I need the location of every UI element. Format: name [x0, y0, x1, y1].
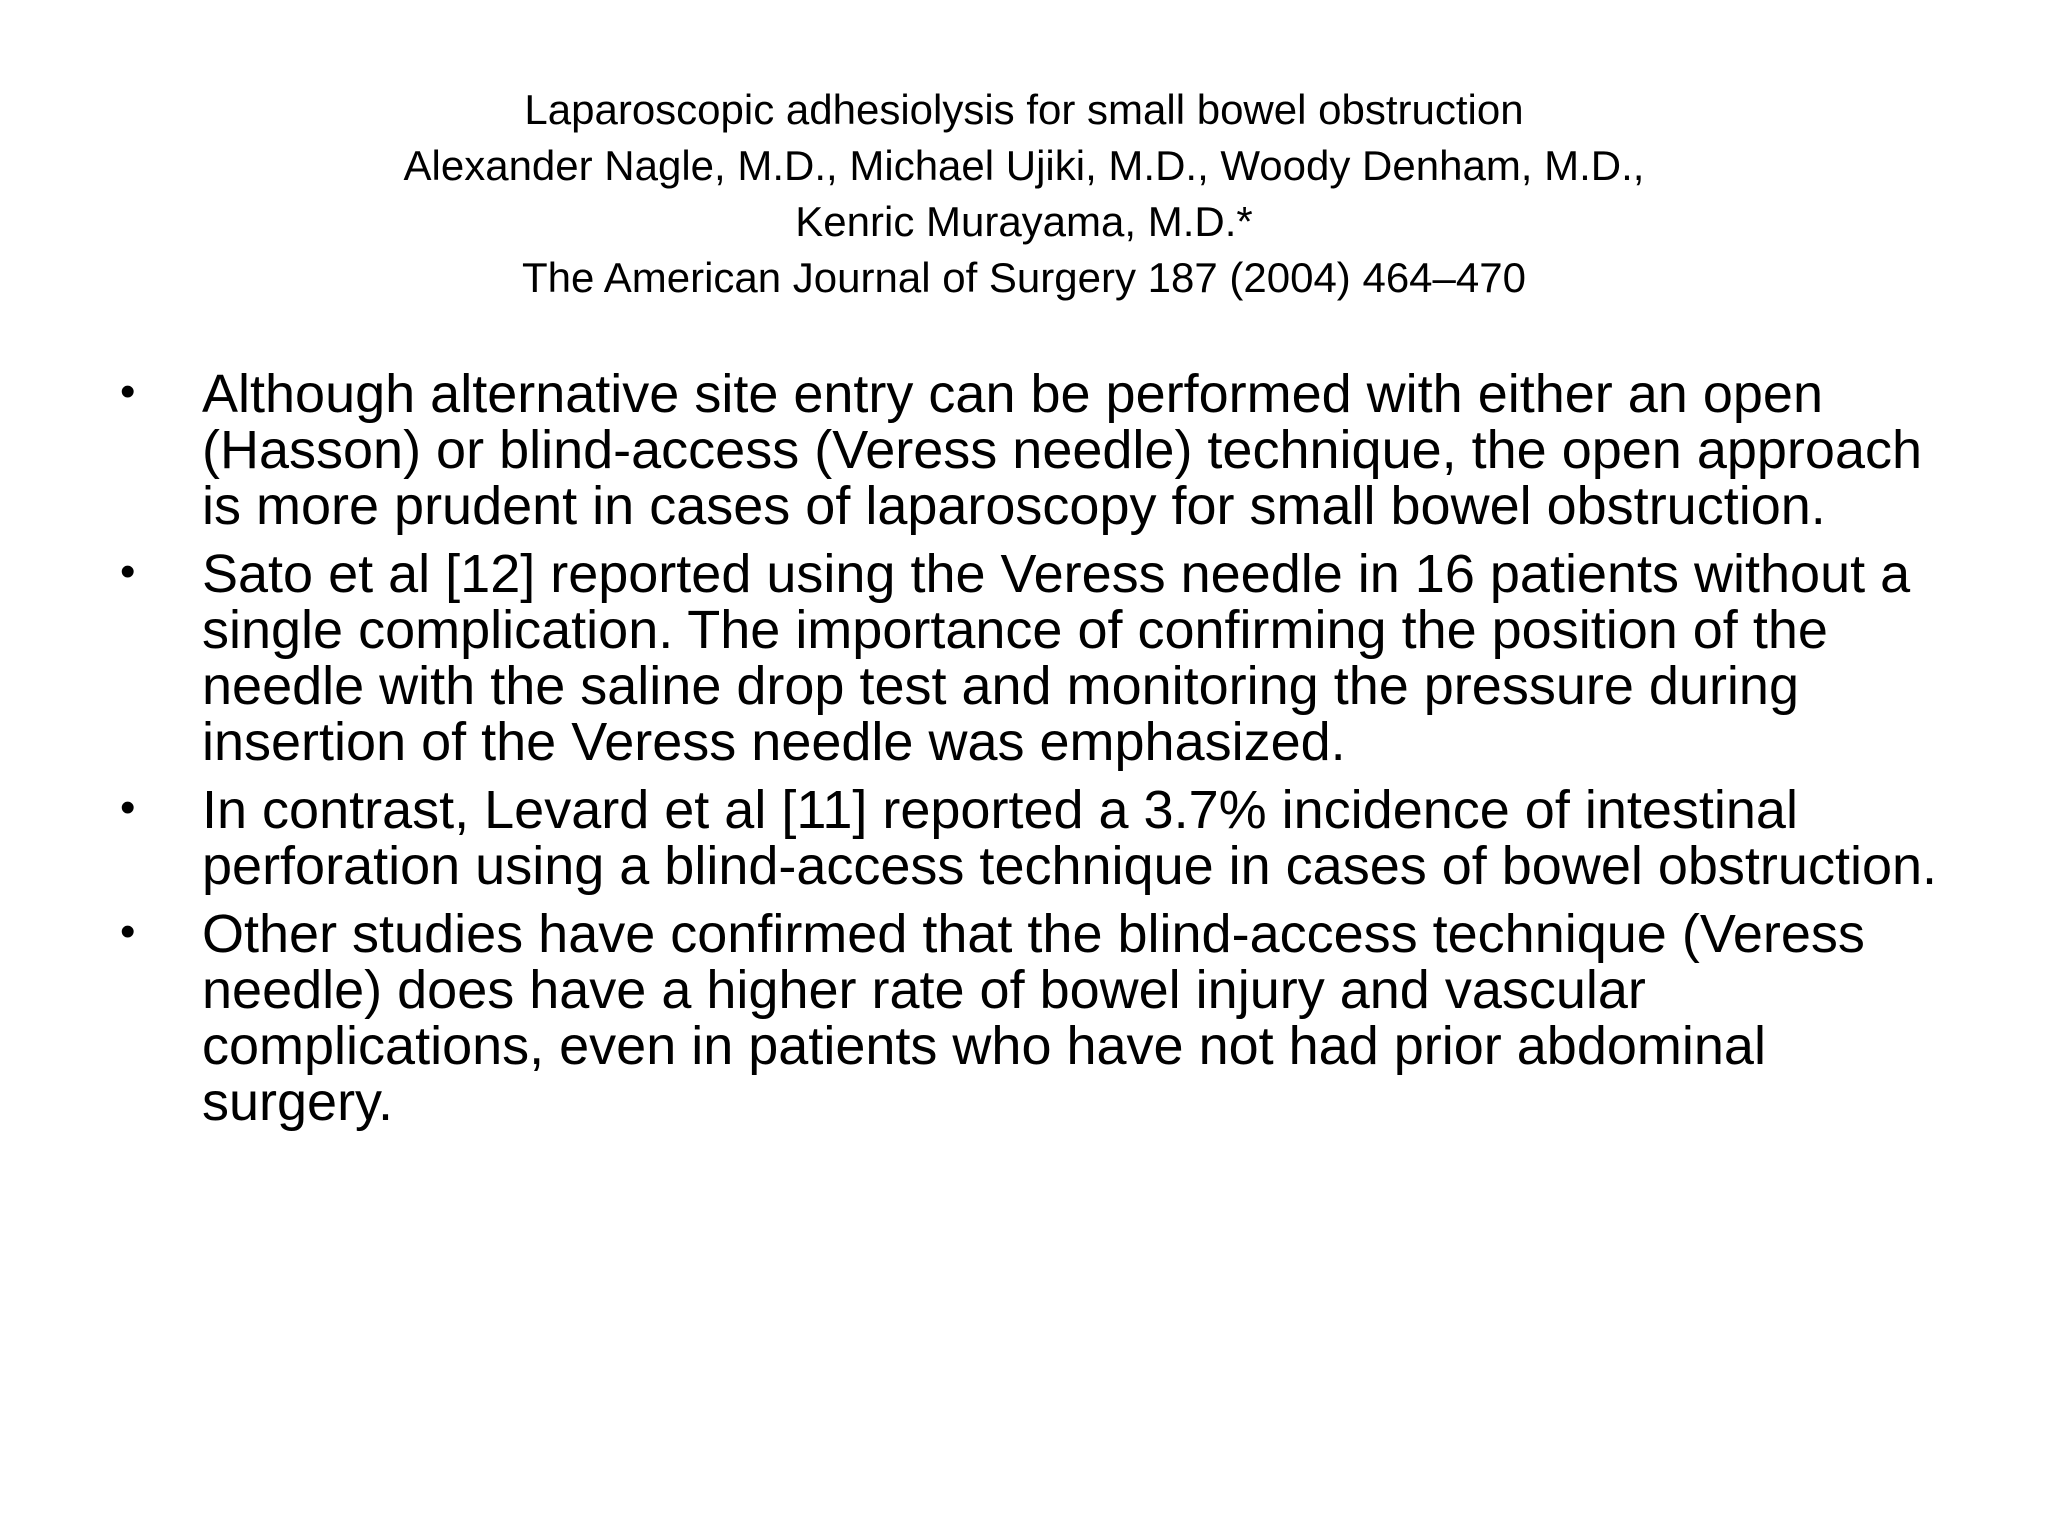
bullet-item	[118, 366, 1948, 534]
bullet-icon: •	[120, 547, 136, 596]
bullet-icon: •	[120, 783, 136, 832]
bullet-icon: •	[120, 907, 136, 956]
bullet-text: Other studies have confirmed that the blind-access technique (Veress needle) does have a higher rate of bowel injury and vascular complications, even in patients who have not had prior abdominal surgery.	[202, 904, 1865, 1132]
journal-citation: The American Journal of Surgery 187 (2004) 464–470	[522, 254, 1526, 301]
bullet-item	[118, 906, 1948, 1130]
bullet-icon: •	[120, 367, 136, 416]
authors-line-1: Alexander Nagle, M.D., Michael Ujiki, M.D., Woody Denham, M.D.,	[403, 142, 1645, 189]
article-title: Laparoscopic adhesiolysis for small bowel obstruction	[524, 86, 1524, 133]
bullet-text: Although alternative site entry can be performed with either an open (Hasson) or blind-access (Veress needle) technique, the open approach is more prudent in cases of laparoscopy for small bowel obstruction.	[202, 364, 1923, 536]
bullet-item	[118, 546, 1948, 770]
bullet-text: Sato et al [12] reported using the Veress needle in 16 patients without a single complication. The importance of confirming the position of the needle with the saline drop test and monitoring the pressure during insertion of the Veress needle was emphasized.	[202, 544, 1911, 772]
bullet-list	[118, 366, 1948, 1142]
authors-line-2: Kenric Murayama, M.D.*	[795, 198, 1253, 245]
bullet-text: In contrast, Levard et al [11] reported a 3.7% incidence of intestinal perforation using a blind-access technique in cases of bowel obstruction.	[202, 780, 1938, 896]
slide-header	[0, 82, 2048, 306]
bullet-item	[118, 782, 1948, 894]
